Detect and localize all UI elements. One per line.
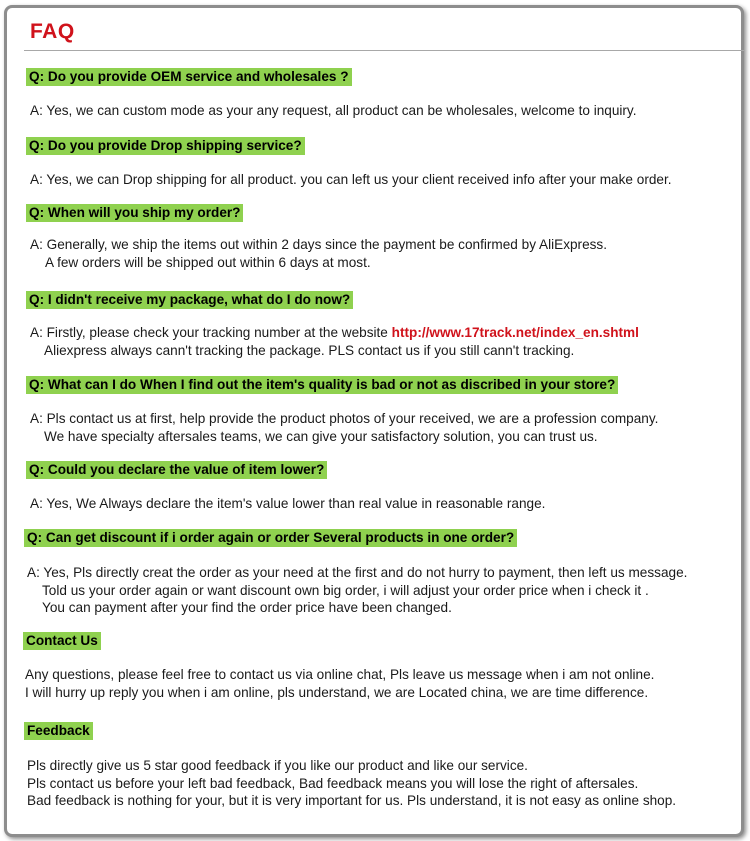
faq-answer-discount-line3: You can payment after your find the order price have been changed. xyxy=(42,600,452,615)
faq-answer-oem: A: Yes, we can custom mode as your any request, all product can be wholesales, welcome to inquiry. xyxy=(30,103,637,118)
faq-answer-quality-line2: We have specialty aftersales teams, we can give your satisfactory solution, you can trust us. xyxy=(44,429,598,444)
faq-question-oem: Q: Do you provide OEM service and wholesales ? xyxy=(26,68,352,86)
page-title: FAQ xyxy=(30,20,75,43)
faq-question-discount: Q: Can get discount if i order again or order Several products in one order? xyxy=(24,529,517,547)
contact-line1: Any questions, please feel free to contact us via online chat, Pls leave us message when i am not online. xyxy=(25,667,655,682)
faq-answer-declare: A: Yes, We Always declare the item's value lower than real value in reasonable range. xyxy=(30,496,546,511)
faq-question-quality: Q: What can I do When I find out the item's quality is bad or not as discribed in your store? xyxy=(26,376,618,394)
title-divider xyxy=(24,50,744,51)
contact-heading: Contact Us xyxy=(23,632,101,650)
faq-answer-shipping-line2: A few orders will be shipped out within 6 days at most. xyxy=(45,255,371,270)
tracking-link[interactable]: http://www.17track.net/index_en.shtml xyxy=(391,325,639,340)
faq-answer-package-prefix: A: Firstly, please check your tracking number at the website xyxy=(30,325,392,340)
faq-answer-discount-line1: A: Yes, Pls directly creat the order as your need at the first and do not hurry to payment, then left us message. xyxy=(27,565,688,580)
faq-answer-shipping-line1: A: Generally, we ship the items out within 2 days since the payment be confirmed by AliExpress. xyxy=(30,237,608,252)
faq-answer-dropship: A: Yes, we can Drop shipping for all product. you can left us your client received info after your make order. xyxy=(30,172,672,187)
feedback-heading: Feedback xyxy=(24,722,93,740)
contact-line2: I will hurry up reply you when i am online, pls understand, we are Located china, we are time difference. xyxy=(25,685,649,700)
feedback-line1: Pls directly give us 5 star good feedback if you like our product and like our service. xyxy=(27,758,528,773)
faq-answer-quality-line1: A: Pls contact us at first, help provide the product photos of your received, we are a profession company. xyxy=(30,411,659,426)
faq-answer-discount-line2: Told us your order again or want discount own big order, i will adjust your order price when i check it . xyxy=(42,583,649,598)
faq-answer-package-line2: Aliexpress always cann't tracking the package. PLS contact us if you still cann't tracking. xyxy=(44,343,575,358)
feedback-line3: Bad feedback is nothing for your, but it is very important for us. Pls understand, it is not easy as online shop. xyxy=(27,793,677,808)
feedback-line2: Pls contact us before your left bad feedback, Bad feedback means you will lose the right of aftersales. xyxy=(27,776,639,791)
faq-question-dropship: Q: Do you provide Drop shipping service? xyxy=(26,137,305,155)
faq-question-shipping: Q: When will you ship my order? xyxy=(26,204,243,222)
faq-answer-package-line1 xyxy=(30,324,639,342)
faq-question-package: Q: I didn't receive my package, what do I do now? xyxy=(26,291,353,309)
faq-question-declare: Q: Could you declare the value of item lower? xyxy=(26,461,327,479)
